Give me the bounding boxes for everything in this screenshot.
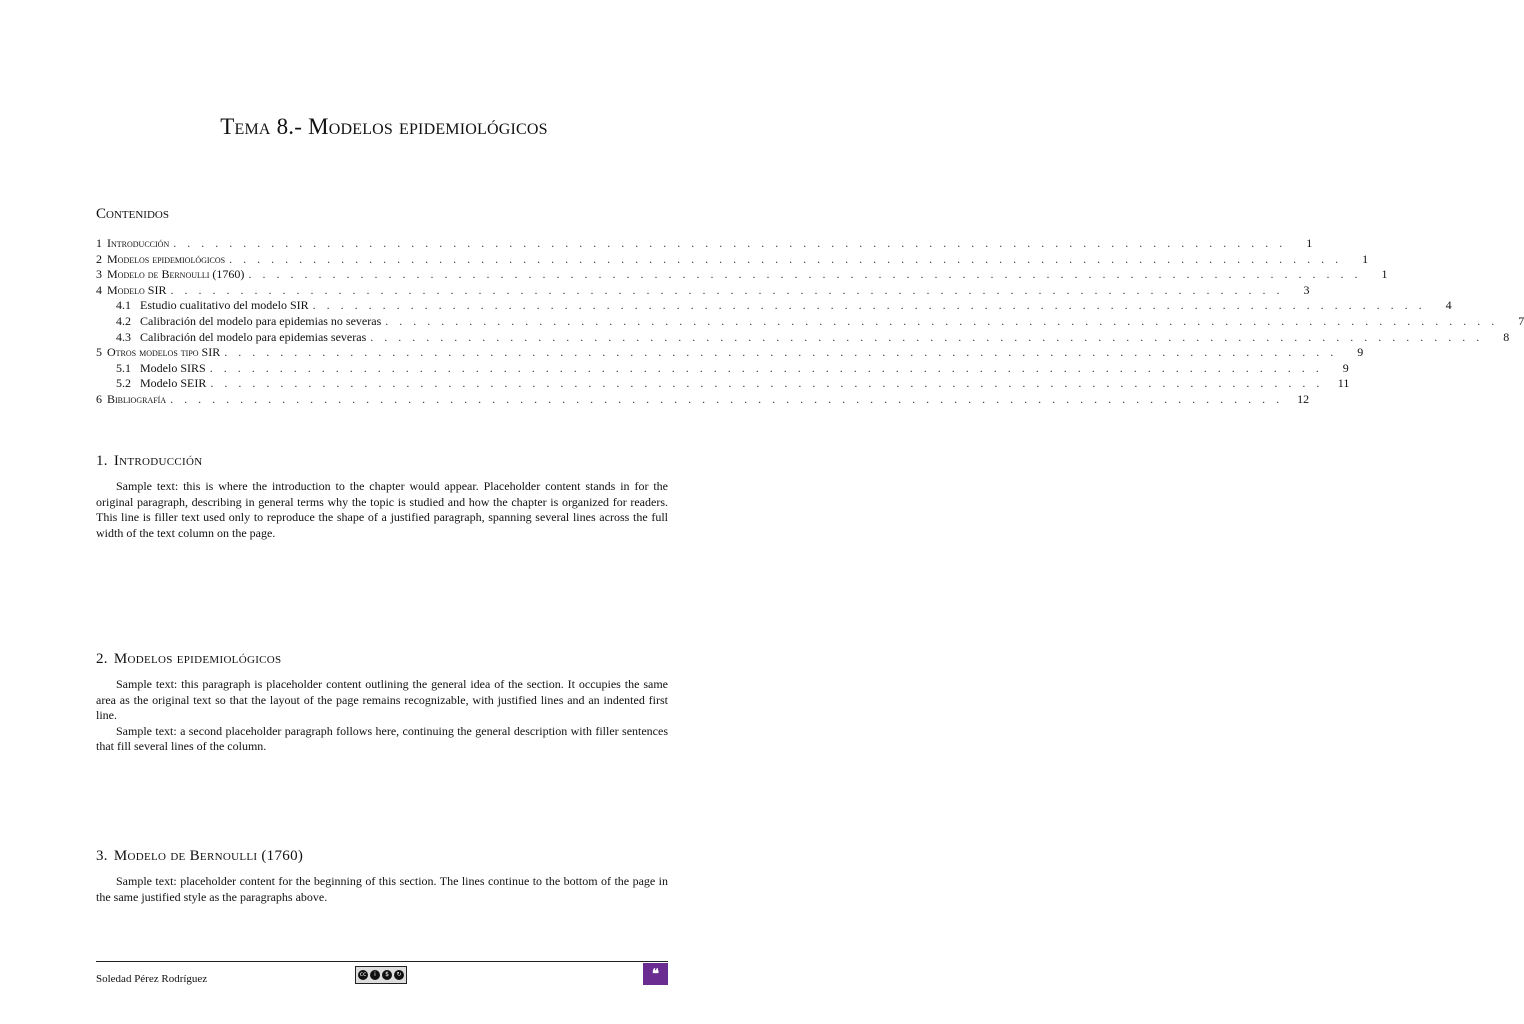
toc-entry-label: Modelo SIR	[107, 282, 167, 297]
paragraph: Sample text: this is where the introduction to the chapter would appear. Placeholder content stands in for the original paragraph, describing in general terms why the topic is studied and how the chapter is organized for readers. This line is filler text used only to reproduce the shape of a justified paragraph, spanning several lines across the full width of the text column on the page.	[96, 479, 668, 540]
section-title: Modelos epidemiológicos	[113, 651, 282, 667]
toc-entry-label: Modelo de Bernoulli (1760)	[107, 267, 245, 282]
toc-entry-label: Calibración del modelo para epidemias no severas	[140, 313, 382, 328]
section-introduccion	[96, 453, 668, 541]
toc-entry[interactable]	[96, 313, 1524, 330]
toc-entry[interactable]	[96, 376, 1350, 392]
toc-entry[interactable]	[96, 236, 1313, 252]
toc-entry-page: 1	[1362, 251, 1369, 266]
toc-entry-page: 4	[1445, 298, 1452, 313]
toc-entry-number: 4.2	[116, 313, 131, 328]
toc-entry-number: 4	[96, 282, 102, 297]
toc-entry-number: 4.1	[116, 298, 131, 313]
toc-leader-dots: . . . . . . . . . . . . . . . . . . . . . . . . . . . . . . . . . . . . . . . . . . . . . . . . . . . . . . . . . . . . . . . . . . . . . . . . . . . . . . . .	[173, 236, 1287, 250]
section-number: 3.	[96, 848, 108, 864]
toc-entry-number: 3	[96, 267, 102, 282]
toc-entry-page: 11	[1337, 376, 1350, 391]
section-heading	[96, 848, 668, 865]
toc-entry-label: Introducción	[107, 236, 170, 250]
toc-entry-number: 1	[96, 236, 102, 250]
toc-entry[interactable]	[96, 298, 1452, 314]
toc-entry-label: Calibración del modelo para epidemias severas	[140, 329, 367, 344]
toc-leader-dots: . . . . . . . . . . . . . . . . . . . . . . . . . . . . . . . . . . . . . . . . . . . . . . . . . . . . . . . . . . . . . . . . . . . . . . . . . . . . . . . .	[224, 345, 1338, 360]
toc-entry-number: 2	[96, 251, 102, 266]
toc-entry[interactable]	[96, 282, 1310, 299]
toc-entry[interactable]	[96, 251, 1369, 268]
section-modelo-bernoulli	[96, 848, 668, 905]
toc-entry-page: 1	[1381, 267, 1388, 282]
page-title: Tema 8.- Modelos epidemiológicos	[220, 114, 548, 139]
paragraph: Sample text: a second placeholder paragraph follows here, continuing the general description with filler sentences that fill several lines of the column.	[96, 723, 668, 754]
footer-rule	[96, 961, 668, 962]
toc-entry-label: Modelo SIRS	[140, 360, 206, 375]
toc-entry-label: Otros modelos tipo SIR	[107, 345, 221, 360]
toc-entry[interactable]	[96, 345, 1364, 361]
toc-leader-dots: . . . . . . . . . . . . . . . . . . . . . . . . . . . . . . . . . . . . . . . . . . . . . . . . . . . . . . . . . . . . . . . . . . . . . . . . . . . . . . . .	[385, 313, 1499, 328]
section-title: Modelo de Bernoulli (1760)	[113, 848, 304, 864]
toc-entry[interactable]	[96, 267, 1388, 283]
footer-author: Soledad Pérez Rodríguez	[96, 973, 208, 985]
toc-leader-dots: . . . . . . . . . . . . . . . . . . . . . . . . . . . . . . . . . . . . . . . . . . . . . . . . . . . . . . . . . . . . . . . . . . . . . . . . . . . . . . . .	[370, 329, 1484, 344]
toc-entry[interactable]	[96, 360, 1349, 377]
toc-entry[interactable]	[96, 329, 1510, 346]
paragraph: Sample text: this paragraph is placeholder content outlining the general idea of the section. It occupies the same area as the original text so that the layout of the page remains recognizable, with justified lines and an indented first line.	[96, 677, 668, 723]
toc-entry-number: 5	[96, 345, 102, 360]
toc-entry-page: 3	[1303, 282, 1310, 297]
toc-entry[interactable]	[96, 391, 1310, 408]
section-heading	[96, 651, 668, 668]
cc-by-nc-sa-icon: cc i $ ↻	[355, 966, 407, 984]
toc-entry-page: 9	[1357, 345, 1364, 360]
toc-heading: Contenidos	[96, 206, 169, 222]
toc-entry-label: Modelos epidemiológicos	[107, 251, 226, 266]
toc-leader-dots: . . . . . . . . . . . . . . . . . . . . . . . . . . . . . . . . . . . . . . . . . . . . . . . . . . . . . . . . . . . . . . . . . . . . . . . . . . . . . . . .	[210, 376, 1324, 391]
toc-leader-dots: . . . . . . . . . . . . . . . . . . . . . . . . . . . . . . . . . . . . . . . . . . . . . . . . . . . . . . . . . . . . . . . . . . . . . . . . . . . . . . . .	[209, 360, 1323, 375]
toc-entry-page: 1	[1306, 236, 1313, 250]
toc-entry-number: 6	[96, 391, 102, 406]
section-heading	[96, 453, 668, 470]
toc-entry-page: 8	[1503, 329, 1510, 344]
toc-entry-number: 5.2	[116, 376, 131, 391]
toc-leader-dots: . . . . . . . . . . . . . . . . . . . . . . . . . . . . . . . . . . . . . . . . . . . . . . . . . . . . . . . . . . . . . . . . . . . . . . . . . . . . . . . .	[248, 267, 1362, 282]
table-of-contents	[96, 236, 1524, 408]
toc-leader-dots: . . . . . . . . . . . . . . . . . . . . . . . . . . . . . . . . . . . . . . . . . . . . . . . . . . . . . . . . . . . . . . . . . . . . . . . . . . . . . . . .	[312, 298, 1426, 313]
toc-entry-number: 5.1	[116, 360, 131, 375]
paragraph: Sample text: placeholder content for the beginning of this section. The lines continue to the bottom of the page in the same justified style as the paragraphs above.	[96, 874, 668, 904]
toc-leader-dots: . . . . . . . . . . . . . . . . . . . . . . . . . . . . . . . . . . . . . . . . . . . . . . . . . . . . . . . . . . . . . . . . . . . . . . . . . . . . . . . .	[170, 391, 1284, 406]
toc-leader-dots: . . . . . . . . . . . . . . . . . . . . . . . . . . . . . . . . . . . . . . . . . . . . . . . . . . . . . . . . . . . . . . . . . . . . . . . . . . . . . . . .	[170, 282, 1284, 297]
toc-leader-dots: . . . . . . . . . . . . . . . . . . . . . . . . . . . . . . . . . . . . . . . . . . . . . . . . . . . . . . . . . . . . . . . . . . . . . . . . . . . . . . . .	[229, 251, 1343, 266]
section-title: Introducción	[113, 453, 203, 469]
toc-entry-page: 12	[1297, 391, 1310, 406]
toc-entry-label: Estudio cualitativo del modelo SIR	[140, 298, 309, 313]
section-number: 1.	[96, 453, 108, 469]
page-marker: ❝	[643, 963, 668, 985]
toc-entry-page: 7	[1518, 313, 1524, 328]
toc-entry-label: Bibliografía	[107, 391, 167, 406]
toc-entry-label: Modelo SEIR	[140, 376, 207, 391]
toc-entry-page: 9	[1342, 360, 1349, 375]
toc-entry-number: 4.3	[116, 329, 131, 344]
section-modelos-epidemiologicos	[96, 651, 668, 755]
section-number: 2.	[96, 651, 108, 667]
